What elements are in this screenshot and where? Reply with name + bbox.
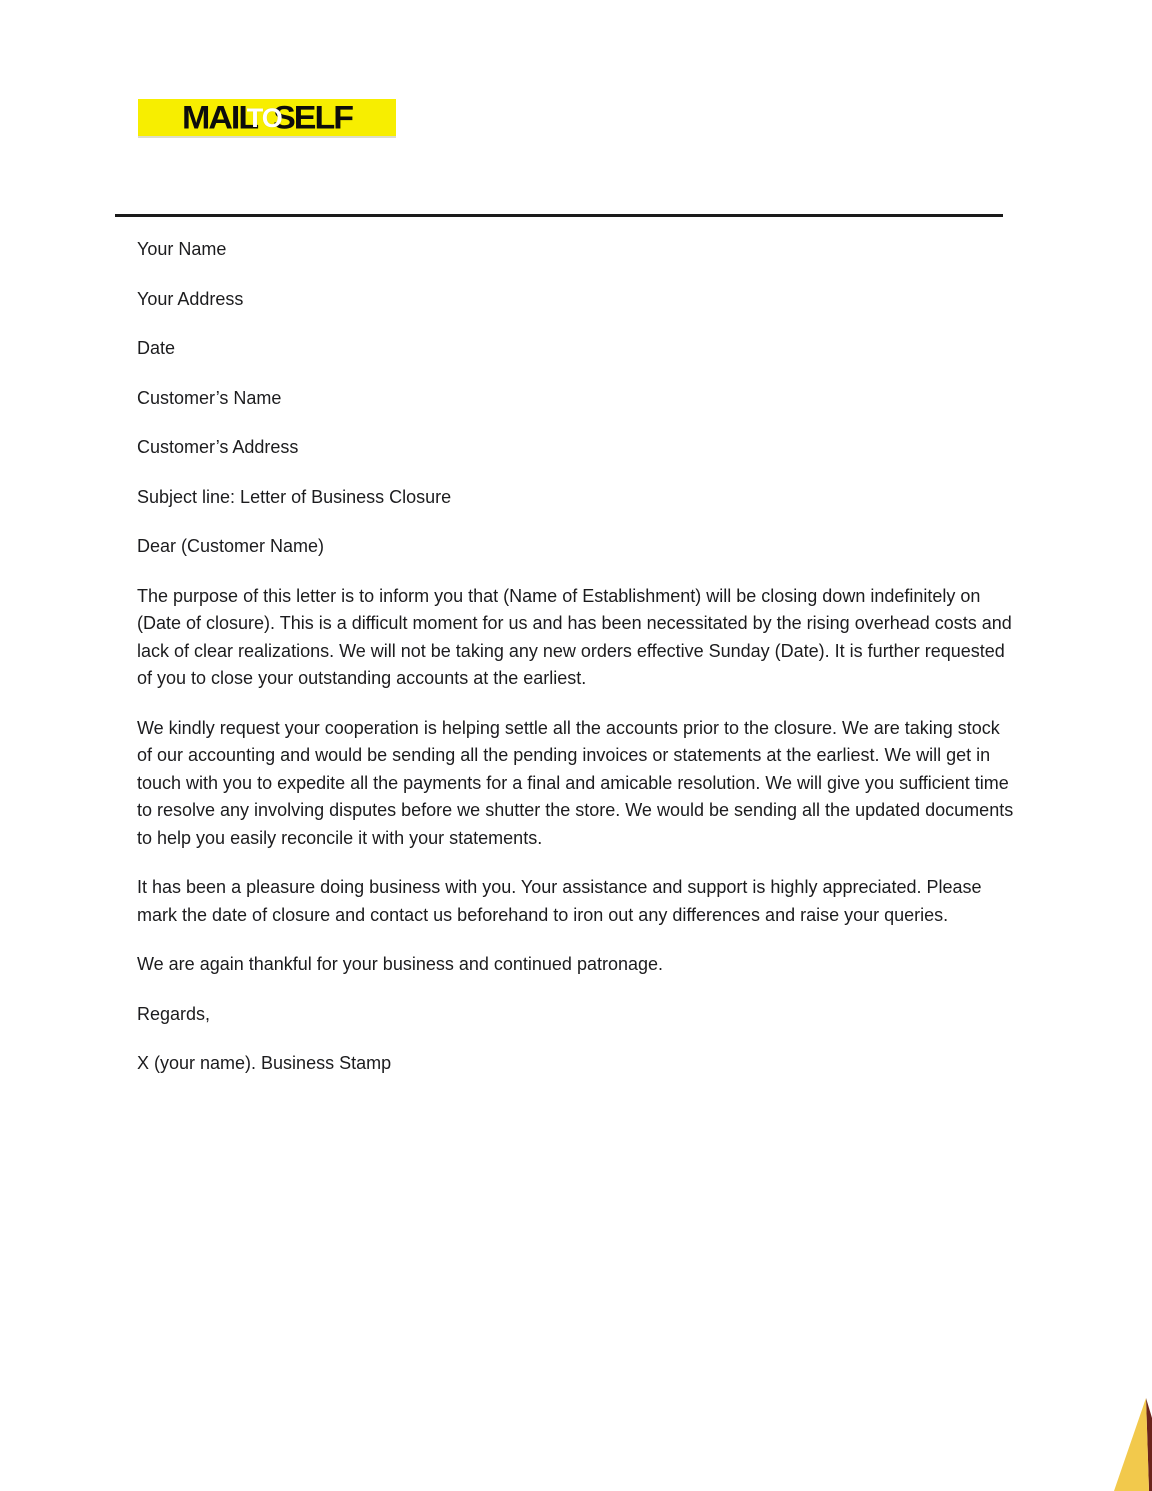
logo-text-to: TO: [246, 103, 282, 133]
date-line: Date: [137, 338, 176, 358]
signature-line: X (your name). Business Stamp: [137, 1053, 392, 1073]
closing-line: Regards,: [137, 1003, 211, 1024]
header-divider-line: [115, 214, 1003, 217]
customer-address-line: Customer’s Address: [137, 437, 299, 457]
letter-body: [137, 236, 1015, 1100]
corner-ribbon-decoration: [1092, 1396, 1152, 1491]
sender-name-line: Your Name: [137, 239, 227, 259]
paragraph-account-settlement: We kindly request your cooperation is helping settle all the accounts prior to the closure. We are taking stock of our accounting and would be sending all the pending invoices or statements at the earliest. We will get in touch with you to expedite all the payments for a final and amicable resolution. We will give you sufficient time to resolve any involving disputes before we shutter the store. We would be sending all the updated documents to help you easily reconcile it with your statements.: [137, 717, 1014, 848]
mail-to-self-logo: [138, 99, 396, 136]
subject-line: Subject line: Letter of Business Closure: [137, 486, 452, 507]
paragraph-appreciation: It has been a pleasure doing business with you. Your assistance and support is highly appreciated. Please mark the date of closure and contact us beforehand to iron out any differences and raise your queries.: [137, 877, 982, 925]
paragraph-closure-announcement: The purpose of this letter is to inform you that (Name of Establishment) will be closing down indefinitely on (Date of closure). This is a difficult moment for us and has been necessitated by the rising overhead costs and lack of clear realizations. We will not be taking any new orders effective Sunday (Date). It is further requested of you to close your outstanding accounts at the earliest.: [137, 585, 1012, 688]
logo-text-self: SELF: [273, 99, 352, 136]
customer-name-line: Customer’s Name: [137, 387, 282, 408]
salutation-line: Dear (Customer Name): [137, 536, 325, 556]
logo-text-mail: MAIL: [182, 99, 258, 136]
sender-address-line: Your Address: [137, 288, 244, 309]
paragraph-thanks: We are again thankful for your business and continued patronage.: [137, 954, 664, 974]
corner-ribbon-yellow-triangle: [1114, 1398, 1149, 1491]
